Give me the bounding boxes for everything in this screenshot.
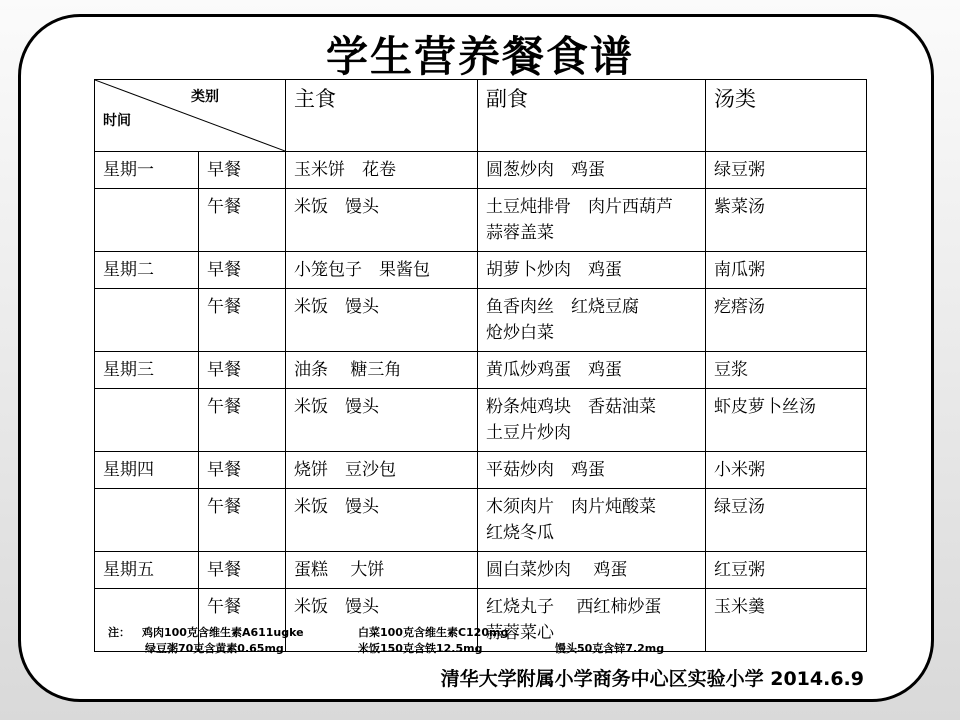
side-dish-text: 粉条炖鸡块 香菇油菜	[486, 397, 656, 417]
soup-dish-cell	[706, 389, 867, 452]
table-row	[95, 389, 867, 452]
table-row	[95, 189, 867, 252]
meal-cell: 早餐	[199, 152, 286, 189]
table-row	[95, 452, 867, 489]
side-dish-cell	[478, 389, 706, 452]
soup-dish-text: 玉米羹	[714, 597, 765, 617]
meal-cell: 午餐	[199, 489, 286, 552]
soup-dish-cell	[706, 289, 867, 352]
soup-dish-text: 疙瘩汤	[714, 297, 765, 317]
soup-dish-text: 绿豆汤	[714, 497, 765, 517]
time-label: 时间	[103, 113, 131, 129]
soup-dish-text: 虾皮萝卜丝汤	[714, 397, 816, 417]
meal-cell: 早餐	[199, 552, 286, 589]
note-mungbean: 绿豆粥70克含黄素0.65mg	[145, 642, 284, 655]
day-cell: 星期五	[95, 552, 199, 589]
table-row	[95, 489, 867, 552]
soup-dish-text: 小米粥	[714, 460, 765, 480]
soup-dish-cell	[706, 152, 867, 189]
main-dish-cell	[286, 352, 478, 389]
footer-school: 清华大学附属小学商务中心区实验小学	[440, 668, 764, 690]
main-dish-cell	[286, 252, 478, 289]
main-dish-text: 小笼包子 果酱包	[294, 260, 430, 280]
menu-table	[94, 79, 867, 652]
meal-cell: 午餐	[199, 589, 286, 652]
note-prefix: 注：	[108, 626, 130, 639]
meal-cell: 午餐	[199, 189, 286, 252]
main-dish-text: 米饭 馒头	[294, 597, 379, 617]
side-dish-cell	[478, 452, 706, 489]
category-label: 类别	[191, 89, 219, 105]
note-bun: 馒头50克含锌7.2mg	[555, 642, 665, 655]
main-dish-cell	[286, 152, 478, 189]
side-dish-cell	[478, 189, 706, 252]
day-cell	[95, 389, 199, 452]
table-row	[95, 152, 867, 189]
soup-dish-text: 绿豆粥	[714, 160, 765, 180]
main-dish-cell	[286, 189, 478, 252]
day-cell	[95, 189, 199, 252]
main-dish-text: 米饭 馒头	[294, 497, 379, 517]
main-dish-cell	[286, 489, 478, 552]
side-dish-text: 鱼香肉丝 红烧豆腐	[486, 297, 639, 317]
meal-cell: 早餐	[199, 452, 286, 489]
day-cell	[95, 289, 199, 352]
soup-dish-cell	[706, 489, 867, 552]
page-title: 学生营养餐食谱	[325, 32, 634, 81]
day-cell: 星期一	[95, 152, 199, 189]
side-dish-text: 平菇炒肉 鸡蛋	[486, 460, 605, 480]
main-dish-cell	[286, 389, 478, 452]
main-dish-text: 米饭 馒头	[294, 397, 379, 417]
soup-dish-text: 豆浆	[714, 360, 748, 380]
side-dish-text: 胡萝卜炒肉 鸡蛋	[486, 260, 622, 280]
meal-cell: 早餐	[199, 352, 286, 389]
column-header-side: 副食	[478, 80, 706, 152]
side-dish-cell	[478, 252, 706, 289]
table-row	[95, 289, 867, 352]
day-cell	[95, 489, 199, 552]
meal-cell: 早餐	[199, 252, 286, 289]
side-dish-text: 木须肉片 肉片炖酸菜	[486, 497, 656, 517]
side-dish-text: 土豆片炒肉	[486, 423, 571, 443]
note-cabbage: 白菜100克含维生素C120mg	[358, 626, 509, 639]
soup-dish-cell	[706, 189, 867, 252]
table-row	[95, 552, 867, 589]
soup-dish-cell	[706, 452, 867, 489]
soup-dish-cell	[706, 589, 867, 652]
soup-dish-text: 南瓜粥	[714, 260, 765, 280]
diagonal-header-cell	[95, 80, 286, 152]
column-header-main: 主食	[286, 80, 478, 152]
main-dish-cell	[286, 452, 478, 489]
footer-date: 2014.6.9	[770, 668, 864, 690]
main-dish-text: 米饭 馒头	[294, 297, 379, 317]
side-dish-cell	[478, 352, 706, 389]
soup-dish-cell	[706, 352, 867, 389]
note-chicken: 鸡肉100克含维生素A611ugke	[142, 626, 304, 639]
side-dish-text: 蒜蓉盖菜	[486, 223, 554, 243]
meal-cell: 午餐	[199, 289, 286, 352]
main-dish-cell	[286, 552, 478, 589]
side-dish-cell	[478, 289, 706, 352]
side-dish-text: 蒜蓉菜心	[486, 623, 554, 643]
day-cell: 星期二	[95, 252, 199, 289]
column-header-soup: 汤类	[706, 80, 867, 152]
side-dish-text: 红烧冬瓜	[486, 523, 554, 543]
side-dish-text: 炝炒白菜	[486, 323, 554, 343]
table-row	[95, 252, 867, 289]
main-dish-cell	[286, 289, 478, 352]
meal-cell: 午餐	[199, 389, 286, 452]
side-dish-cell	[478, 152, 706, 189]
side-dish-text: 土豆炖排骨 肉片西葫芦	[486, 197, 673, 217]
table-row	[95, 352, 867, 389]
soup-dish-cell	[706, 552, 867, 589]
main-dish-text: 油条 糖三角	[294, 360, 402, 380]
day-cell: 星期四	[95, 452, 199, 489]
side-dish-text: 圆白菜炒肉 鸡蛋	[486, 560, 628, 580]
header-row	[95, 80, 867, 152]
day-cell: 星期三	[95, 352, 199, 389]
side-dish-cell	[478, 552, 706, 589]
side-dish-cell	[478, 489, 706, 552]
soup-dish-text: 紫菜汤	[714, 197, 765, 217]
note-rice: 米饭150克含铁12.5mg	[358, 642, 483, 655]
soup-dish-text: 红豆粥	[714, 560, 765, 580]
footer	[441, 664, 864, 691]
main-dish-text: 米饭 馒头	[294, 197, 379, 217]
soup-dish-cell	[706, 252, 867, 289]
side-dish-text: 红烧丸子 西红柿炒蛋	[486, 597, 662, 617]
side-dish-text: 圆葱炒肉 鸡蛋	[486, 160, 605, 180]
main-dish-text: 烧饼 豆沙包	[294, 460, 396, 480]
main-dish-text: 玉米饼 花卷	[294, 160, 396, 180]
side-dish-text: 黄瓜炒鸡蛋 鸡蛋	[486, 360, 622, 380]
main-dish-text: 蛋糕 大饼	[294, 560, 385, 580]
